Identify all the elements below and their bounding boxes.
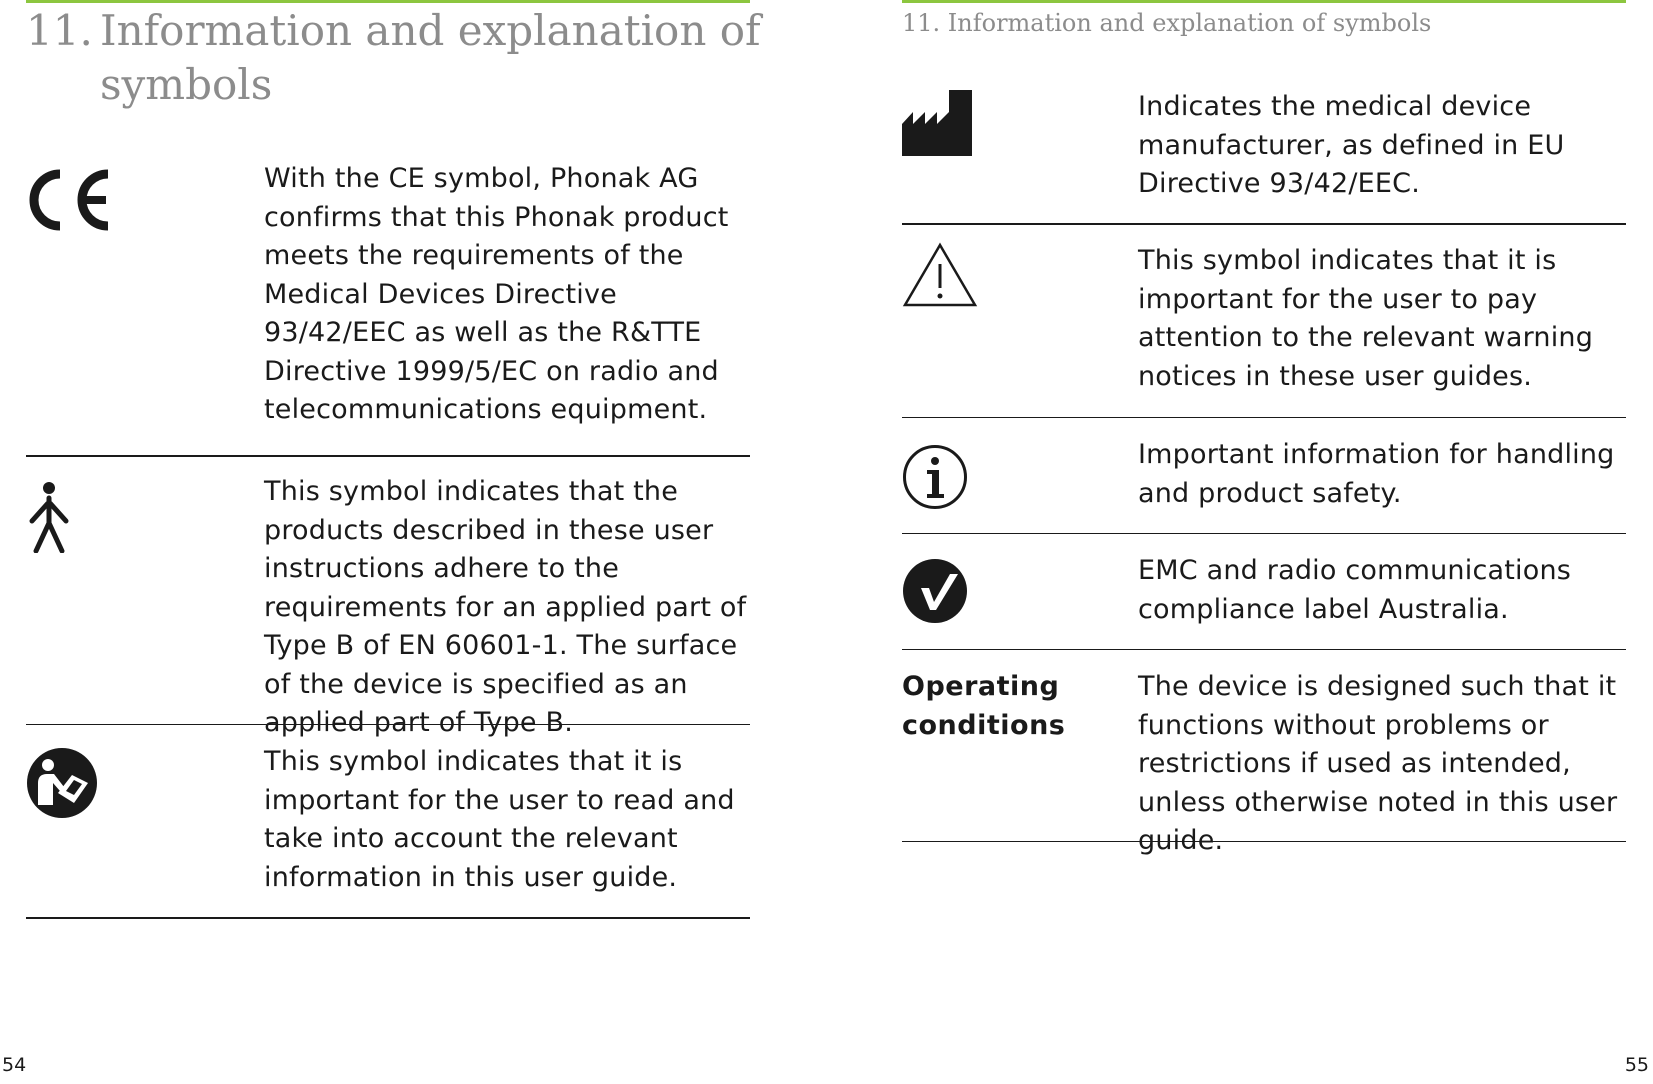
top-accent-rule	[26, 0, 750, 3]
symbol-entry-read-guide	[26, 743, 750, 893]
top-accent-rule	[902, 0, 1626, 3]
section-number: 11.	[26, 6, 93, 55]
symbol-description: This symbol indicates that it is important for the user to pay attention to the relevant warning notices in these user guides.	[1138, 245, 1594, 392]
ce-mark-icon	[26, 168, 112, 236]
symbol-description: With the CE symbol, Phonak AG confirms that this Phonak product meets the requirements of the Medical Devices Directive 93/42/EEC as well as the R&TTE Directive 1999/5/EC on radio and telecommunications equipment.	[264, 163, 729, 425]
manufacturer-icon	[902, 90, 972, 160]
section-divider	[26, 917, 750, 919]
information-icon	[902, 444, 968, 514]
symbol-entry-ce	[26, 160, 750, 430]
symbol-description: Indicates the medical device manufacturer, as defined in EU Directive 93/42/EEC.	[1138, 91, 1565, 199]
page-title-line1: Information and explanation of	[100, 6, 761, 55]
label-line2: conditions	[902, 709, 1066, 741]
entry-operating-conditions	[902, 668, 1626, 856]
symbol-description: The device is designed such that it functions without problems or restrictions if used as intended, unless otherwise noted in this user guide.	[1138, 671, 1618, 856]
operating-conditions-label	[902, 668, 1065, 745]
section-divider	[902, 649, 1626, 650]
symbol-description: EMC and radio communications compliance label Australia.	[1138, 555, 1572, 625]
type-b-applied-part-icon	[26, 481, 72, 557]
warning-triangle-icon	[902, 242, 978, 312]
symbol-entry-type-b	[26, 473, 750, 738]
section-divider	[26, 724, 750, 725]
symbol-entry-c-tick	[902, 552, 1626, 642]
page-number: 54	[2, 1054, 27, 1076]
section-divider	[902, 223, 1626, 225]
c-tick-icon	[902, 558, 968, 628]
symbol-entry-manufacturer	[902, 88, 1626, 208]
section-divider	[26, 455, 750, 457]
symbol-entry-information	[902, 436, 1626, 526]
section-divider	[902, 841, 1626, 842]
page-title-line2: symbols	[100, 60, 273, 109]
page-number: 55	[1624, 1054, 1649, 1076]
symbol-description: Important information for handling and product safety.	[1138, 439, 1615, 509]
symbol-description: This symbol indicates that it is important for the user to read and take into account the relevant information in this user guide.	[264, 746, 735, 893]
page-title	[26, 4, 761, 112]
running-header: 11. Information and explanation of symbols	[902, 9, 1432, 37]
right-page	[826, 0, 1653, 1084]
section-divider	[902, 533, 1626, 534]
symbol-description: This symbol indicates that the products described in these user instructions adhere to the requirements for an applied part of Type B of EN 60601-1. The surface of the device is specified as an applied part of Type B.	[264, 476, 747, 738]
read-user-guide-icon	[26, 747, 98, 823]
section-divider	[902, 417, 1626, 418]
symbol-entry-warning	[902, 242, 1626, 402]
label-line1: Operating	[902, 671, 1060, 702]
left-page	[0, 0, 826, 1084]
